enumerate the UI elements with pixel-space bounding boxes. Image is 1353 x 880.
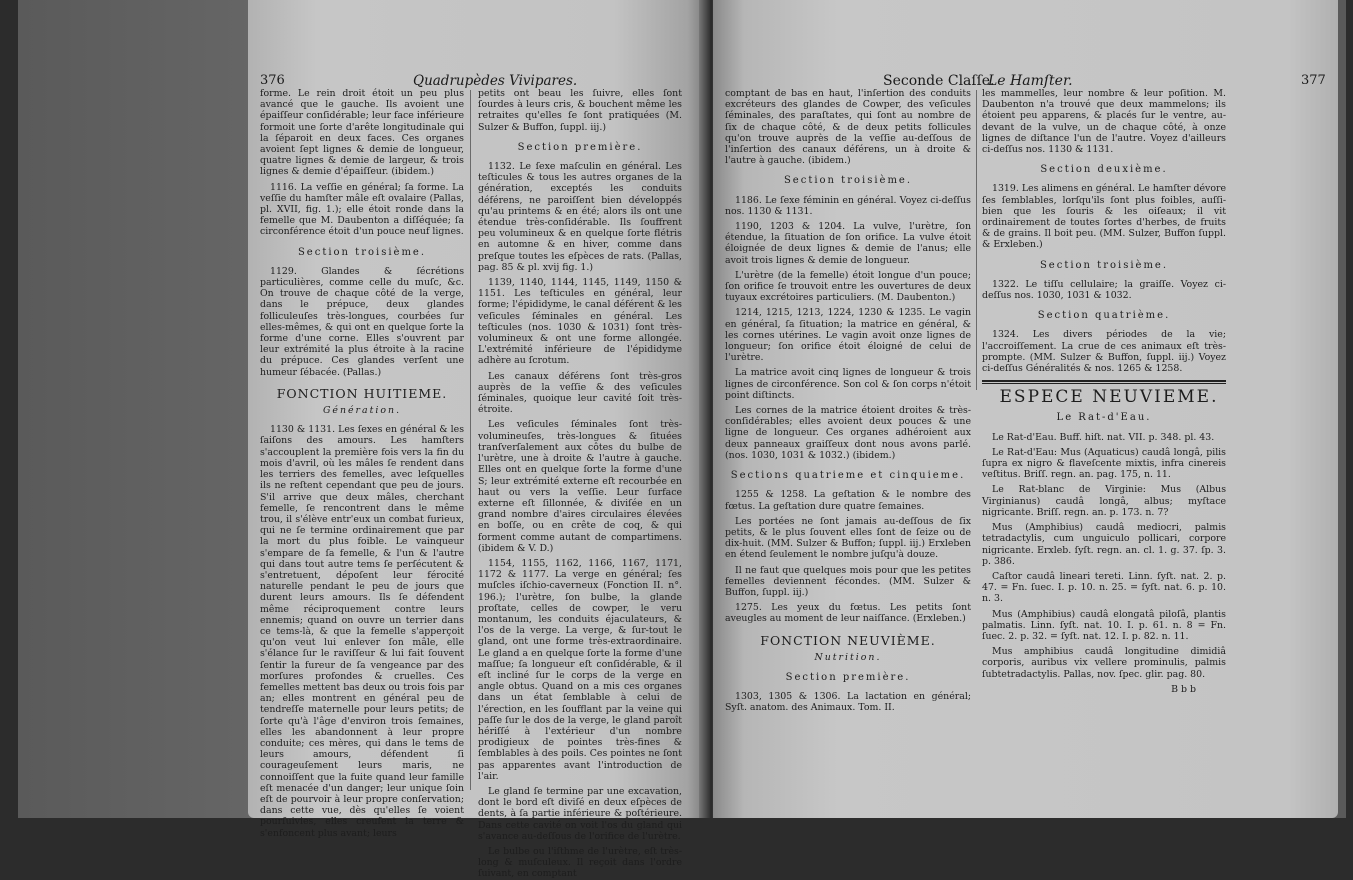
paragraph: 1116. La veſſie en général; ſa forme. La veſſie du hamſter mâle eſt ovalaire (Pallas, pl. XVII, fig. 1.); elle étoit ronde dans la femelle que M. Daubenton a diſſéquée; ſa circonférence étoit d'un pouce neuf lignes. [260,181,464,238]
paragraph: 1214, 1215, 1213, 1224, 1230 & 1235. Le vagin en général, ſa ſituation; la matrice en général, & les cornes utérines. Le vagin avoit onze lignes de longueur; ſon orifice étoit éloigné de celui de l'urètre. [725,307,971,364]
paragraph: Le Rat-d'Eau. Buff. hiſt. nat. VII. p. 348. pl. 43. [992,431,1215,443]
left-page [248,0,706,880]
function-heading: FONCTION NEUVIÈME. [760,632,936,648]
right-page-number: 377 [1301,73,1326,88]
section-heading: Sections quatrieme et cinquieme. [730,470,966,482]
right-running-title: Seconde Claſſe. [883,73,995,89]
paragraph: Mus amphibius caudâ longitudine dimidiâ corporis, auribus vix vellere prominulis, palmis ſubtetradactylis. Pallas, nov. ſpec. glir. pag. 80. [982,646,1226,680]
paragraph: forme. Le rein droit étoit un peu plus avancé que le gauche. Ils avoient une épaiſſeur conſidérable; leur face inférieure formoit une ſorte d'arête longitudinale qui la ſéparoit en deux faces. Ces organes avoient ſept lignes & demie de longueur, quatre lignes & demie de largeur, & trois lignes & demie d'épaiſſeur. (ibidem.) [260,88,464,178]
subheading: Nutrition. [814,651,882,663]
right-column-2 [982,88,1226,813]
subheading: Génération. [322,405,402,417]
paragraph: Les portées ne ſont jamais au-deſſous de ſix petits, & le plus ſouvent elles ſont de ſeize ou de dix-huit. (MM. Sulzer & Buffon; ſuppl. iij.) Erxleben en étend ſeulement le nombre juſqu'à douze. [725,515,971,561]
paragraph: 1322. Le tiſſu cellulaire; la graiſſe. Voyez ci-deſſus nos. 1030, 1031 & 1032. [982,278,1226,302]
paragraph: 1275. Les yeux du fœtus. Les petits ſont aveugles au moment de leur naiſſance. (Erxleben.) [725,602,971,625]
column-divider [470,90,471,790]
paragraph: 1154, 1155, 1162, 1166, 1167, 1171, 1172 & 1177. La verge en général; ſes muſcles iſchio-caverneux (Fonction II. n°. 196.); l'urètre, ſon bulbe, la glande proſtate, celles de cowper, le veru montanum, les conduits éjaculateurs, & l'os de la verge. La verge, & ſur-tout le gland, ont une forme très-extraordinaire. Le gland a en quelque ſorte la forme d'une maſſue; ſa longueur eſt conſidérable, & il eſt incliné ſur le corps de la verge en angle obtus. Quand on a mis ces organes dans un état ſemblable à celui de l'érection, en les ſoufflant par la veine qui paſſe ſur le dos de la verge, le gland paroît hériſſé à l'extérieur d'un nombre prodigieux de pointes très-fines & ſemblables à des poils. Ces pointes ne ſont pas apparentes avant l'introduction de l'air. [478,557,682,782]
section-heading: Section troisième. [1039,259,1169,271]
column-divider [976,90,977,390]
signature-mark: B b b [1171,683,1196,695]
function-heading: FONCTION HUITIEME. [276,385,448,401]
paragraph: La matrice avoit cinq lignes de longueur & trois lignes de circonférence. Son col & ſon corps n'étoit point diſtincts. [725,367,971,401]
paragraph: 1319. Les alimens en général. Le hamſter dévore ſes ſemblables, lorſqu'ils ſont plus foibles, auſſi-bien que les ſouris & les oiſeaux; il vit ordinairement de toutes ſortes d'herbes, de fruits & de grains. Il boit peu. (MM. Sulzer, Buffon ſuppl. & Erxleben.) [982,183,1227,251]
paragraph: L'urètre (de la femelle) étoit longue d'un pouce; ſon orifice ſe trouvoit entre les ouvertures de deux tuyaux excrétoires particuliers. (M. Daubenton.) [725,269,971,304]
paragraph: petits ont beau les ſuivre, elles ſont ſourdes à leurs cris, & bouchent même les retraites qu'elles ſe ſont pratiquées (M. Sulzer & Buffon, ſuppl. iij.) [478,88,682,133]
paragraph: Caſtor caudâ lineari tereti. Linn. ſyſt. nat. 2. p. 47. = Fn. ſuec. I. p. 10. n. 25. = ſyſt. nat. 6. p. 10. n. 3. [982,570,1226,605]
left-column-2 [478,88,682,880]
species-heading: ESPECE NEUVIEME. [999,387,1219,408]
section-heading: Section quatrième. [1037,310,1171,322]
paragraph: Les veſicules ſéminales ſont très-volumineuſes, très-longues & ſituées tranſverſalement aux côtes du bulbe de l'urètre, une à droite & l'autre à gauche. Elles ont en quelque ſorte la forme d'une S; leur extrémité externe eſt recourbée en haut ou vers la veſſie. Leur ſurface externe eſt ſillonnée, & diviſée en un grand nombre d'aires circulaires élevées en boſſe, ou en crête de coq, & qui forment comme autant de compartimens. (ibidem & V. D.) [478,419,682,554]
right-column-1 [725,88,971,813]
paragraph: 1132. Le ſexe maſculin en général. Les teſticules & tous les autres organes de la génération, exceptés les conduits déférens, ne paroiſſent bien développés qu'au printems & en été; alors ils ont une étendue très-conſidérable. Ils ſouffrent peu volumineux & en quelque ſorte flétris en automne & en hiver, comme dans preſque toutes les eſpèces de rats. (Pallas, pag. 85 & pl. xvij fig. 1.) [478,161,682,273]
double-rule [982,380,1226,384]
paragraph: Mus (Amphibius) caudâ mediocri, palmis tetradactylis, cum unguiculo pollicari, corpore nigricante. Erxleb. ſyſt. regn. an. cl. 1. g. 37. ſp. 3. p. 386. [982,522,1226,567]
paragraph: 1130 & 1131. Les ſexes en général & les ſaiſons des amours. Les hamſters s'accouplent la première fois vers la fin du mois d'avril, où les mâles ſe rendent dans les terriers des femelles, avec leſquelles ils ne reſtent cependant que peu de jours. S'il arrive que deux mâles, cherchant femelle, ſe rencontrent dans le même trou, il s'élève entr'eux un combat furieux, qui ne ſe termine ordinairement que par la mort du plus foible. Le vainqueur s'empare de ſa femelle, & l'un & l'autre qui dans tout autre tems ſe perſécutent & s'entretuent, dépoſent leur férocité naturelle pendant le peu de jours que durent leurs amours. Ils ſe défendent même réciproquement contre leurs ennemis; quand on ouvre un terrier dans ce tems-là, & que la femelle s'apperçoit qu'on veut lui enlever ſon mâle, elle s'élance ſur le raviſſeur & lui fait ſouvent ſentir la fureur de ſa vengeance par des morſures profondes & cruelles. Ces femelles mettent bas deux ou trois fois par an; elles montrent en général peu de tendreſſe maternelle pour leurs petits; de ſorte qu'à l'âge d'environ trois ſemaines, elles les abandonnent à leur propre conduite; ces mères, qui dans le tems de leurs amours, défendent ſi courageuſement leurs maris, ne connoiſſent que la fuite quand leur famille eſt menacée d'un danger; leur unique ſoin eſt de pourvoir à leur propre conſervation; dans cette vue, dès qu'elles ſe voient pourſuivies, elles creuſent la terre & s'enfoncent plus avant; leurs [260,424,464,839]
paragraph: les mammelles, leur nombre & leur poſition. M. Daubenton n'a trouvé que deux mammelons; ils étoient peu apparens, & placés ſur le ventre, au-devant de la vulve, un de chaque côté, à onze lignes de diſtance l'un de l'autre. Voyez d'ailleurs ci-deſſus nos. 1130 & 1131. [982,88,1226,156]
book-spread [18,0,1346,880]
paragraph: Mus (Amphibius) caudâ elongatâ piloſâ, plantis palmatis. Linn. ſyſt. nat. 10. I. p. 61. n. 8 = Fn. ſuec. 2. p. 32. = ſyſt. nat. 12. I. p. 82. n. 11. [982,608,1226,642]
section-heading: Section troisième. [297,246,427,258]
section-heading: Section première. [785,671,911,683]
section-heading: Section deuxième. [1040,164,1168,176]
paragraph: Les cornes de la matrice étoient droites & très-conſidérables; elles avoient deux pouces & une ligne de longueur. Ces organes adhéroient aux deux panneaux graiſſeux dont nous avons parlé. (nos. 1030, 1031 & 1032.) (ibidem.) [725,405,971,461]
paragraph: Le Rat-blanc de Virginie: Mus (Albus Virginianus) caudâ longâ, albus; myſtace nigricante. Briſſ. regn. an. p. 173. n. 7? [982,484,1226,518]
section-heading: Le Rat-d'Eau. [1056,412,1152,424]
paragraph: comptant de bas en haut, l'inſertion des conduits excréteurs des glandes de Cowper, des veſicules ſéminales, des paraſtates, qui ſont au nombre de ſix de chaque côté, & de deux petits follicules qu'on trouve auprès de la veſſie au-deſſous de l'inſertion des canaux déférens, un à droite & l'autre à gauche. (ibidem.) [725,88,971,167]
right-page [713,0,1338,818]
paragraph: 1324. Les divers périodes de la vie; l'accroiſſement. La crue de ces animaux eſt très-prompte. (MM. Sulzer & Buffon, ſuppl. iij.) Voyez ci-deſſus Généralités & nos. 1265 & 1258. [982,329,1226,375]
paragraph: 1186. Le ſexe féminin en général. Voyez ci-deſſus nos. 1130 & 1131. [725,194,971,217]
section-heading: Section troisième. [783,175,913,187]
paragraph: Le bulbe ou l'iſthme de l'urètre, eſt très-long & muſculeux. Il reçoit dans l'ordre ſuivant, en comptant [478,846,682,880]
paragraph: Le Rat-d'Eau: Mus (Aquaticus) caudâ longâ, pilis ſupra ex nigro & flaveſcente mixtis, infra cinereis veſtitus. Briſſ. regn. an. pag. 175, n. 11. [982,446,1226,481]
paragraph: 1139, 1140, 1144, 1145, 1149, 1150 & 1151. Les teſticules en général, leur forme; l'épididyme, le canal déférent & les veſicules ſéminales en général. Les teſticules (nos. 1030 & 1031) ſont très-volumineux & ont une forme allongée. L'extrémité inférieure de l'épididyme adhère au ſcrotum. [478,277,682,367]
left-column-1 [260,88,464,839]
left-running-title: Quadrupèdes Vivipares. [413,73,578,89]
paragraph: 1129. Glandes & ſécrétions particulières, comme celle du muſc, &c. On trouve de chaque côté de la verge, dans le prépuce, deux glandes folliculeuſes très-longues, courbées ſur elles-mêmes, & qui ont en quelque ſorte la forme d'une corne. Elles s'ouvrent par leur extrémité la plus étroite à la racine du prépuce. Ces glandes verſent une humeur ſébacée. (Pallas.) [260,265,464,378]
paragraph: Le gland ſe termine par une excavation, dont le bord eſt diviſé en deux eſpèces de dents, à ſa partie inférieure & poſtérieure. Dans cette cavité on voit l'os du gland qui s'avance au-deſſous de l'orifice de l'urètre. [478,785,682,842]
left-page-number: 376 [260,73,285,88]
paragraph: Il ne faut que quelques mois pour que les petites femelles deviennent fécondes. (MM. Sulzer & Buffon, ſuppl. iij.) [725,564,971,598]
paragraph: 1255 & 1258. La geſtation & le nombre des fœtus. La geſtation dure quatre ſemaines. [725,489,971,512]
right-running-subtitle: Le Hamſter. [988,73,1073,89]
section-heading: Section première. [517,141,643,153]
paragraph: Les canaux déférens ſont très-gros auprès de la veſſie & des veſicules ſéminales, quoique leur cavité ſoit très-étroite. [478,370,682,416]
paragraph: 1190, 1203 & 1204. La vulve, l'urètre, ſon étendue, la ſituation de ſon orifice. La vulve étoit éloignée de deux lignes & demie de l'anus; elle avoit trois lignes & demie de longueur. [725,221,971,266]
paragraph: 1303, 1305 & 1306. La lactation en général; Syſt. anatom. des Animaux. Tom. II. [725,691,971,714]
